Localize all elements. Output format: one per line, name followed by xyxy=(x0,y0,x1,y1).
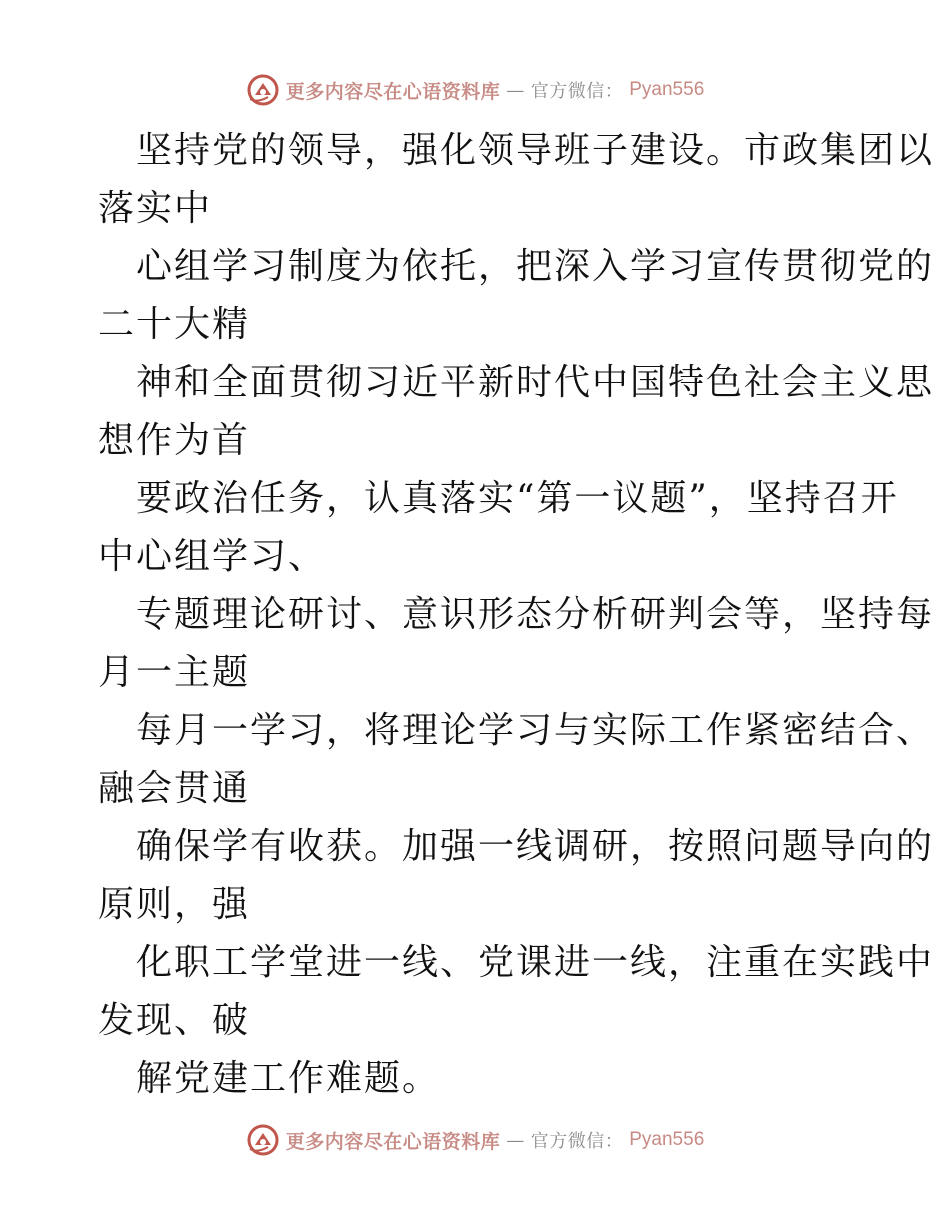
text-line: 中心组学习、 xyxy=(98,536,327,577)
watermark-contact-label: 官方微信： xyxy=(530,81,624,102)
text-line: 化职工学堂进一线、党课进一线，注重在实践中 xyxy=(136,942,935,983)
header-watermark xyxy=(0,70,950,110)
text-line: 要政治任务，认真落实“第一议题”，坚持召开 xyxy=(136,478,899,519)
watermark-separator: — xyxy=(506,79,525,101)
text-line: 解党建工作难题。 xyxy=(136,1058,441,1099)
watermark-contact-id: Pyan556 xyxy=(629,1129,705,1150)
text-line: 专题理论研讨、意识形态分析研判会等，坚持每 xyxy=(136,594,935,635)
watermark-contact-id: Pyan556 xyxy=(629,79,705,100)
text-line: 心组学习制度为依托，把深入学习宣传贯彻党的 xyxy=(136,246,935,287)
text-line: 神和全面贯彻习近平新时代中国特色社会主义思 xyxy=(136,362,935,403)
watermark-separator: — xyxy=(506,1129,525,1151)
watermark-contact-label: 官方微信： xyxy=(530,1131,624,1152)
text-line: 二十大精 xyxy=(98,304,251,345)
text-line: 确保学有收获。加强一线调研，按照问题导向的 xyxy=(136,826,935,867)
watermark-text: 更多内容尽在心语资料库 xyxy=(285,1130,501,1153)
document-body xyxy=(98,122,935,1108)
text-line: 坚持党的领导，强化领导班子建设。市政集团以 xyxy=(136,130,935,171)
text-line: 原则，强 xyxy=(98,884,251,925)
brand-logo-icon xyxy=(246,73,280,107)
brand-logo-icon xyxy=(246,1123,280,1157)
watermark-text: 更多内容尽在心语资料库 xyxy=(285,80,501,103)
text-line: 落实中 xyxy=(98,188,213,229)
footer-watermark xyxy=(0,1120,950,1160)
text-line: 想作为首 xyxy=(98,420,251,461)
text-line: 发现、破 xyxy=(98,1000,251,1041)
text-line: 月一主题 xyxy=(98,652,251,693)
text-line: 每月一学习，将理论学习与实际工作紧密结合、 xyxy=(136,710,935,751)
text-line: 融会贯通 xyxy=(98,768,251,809)
